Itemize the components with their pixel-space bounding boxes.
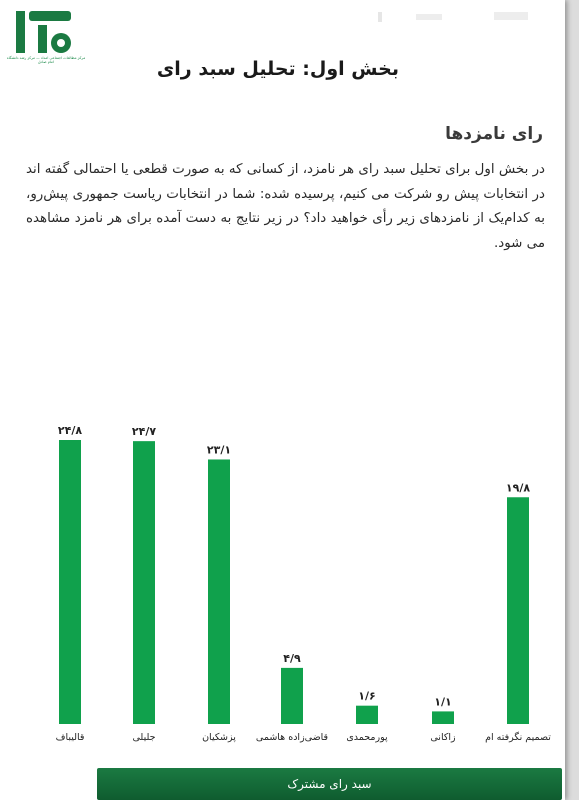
candidate-vote-bar-chart: [0, 400, 565, 760]
category-label-4: قاضی‌زاده هاشمی: [255, 732, 329, 743]
bar-value-label-5: ۱/۶: [358, 689, 376, 703]
bar-value-label-7: ۱۹/۸: [505, 481, 531, 495]
bar-value-label-4: ۴/۹: [283, 651, 301, 665]
bar-4: [281, 668, 303, 724]
bar-value-label-1: ۲۴/۸: [57, 424, 83, 437]
shared-vote-banner: [97, 768, 562, 800]
subsection-title: رای نامزدها: [445, 124, 543, 144]
section-title: بخش اول: تحلیل سبد رای: [156, 58, 399, 80]
bar-5: [356, 706, 378, 724]
category-label-1: قالیباف: [55, 732, 85, 743]
bar-1: [59, 440, 81, 724]
shared-vote-label: سبد رای مشترک: [287, 777, 372, 791]
faint-background-marks: [370, 0, 570, 26]
bar-value-label-6: ۱/۱: [434, 695, 452, 709]
category-label-3: پزشکیان: [202, 732, 236, 743]
category-label-6: زاکانی: [430, 732, 456, 743]
bar-7: [507, 497, 529, 724]
intro-paragraph: در بخش اول برای تحلیل سبد رای هر نامزد، از کسانی که به صورت قطعی یا احتمالی گفته اند در انتخابات پیش رو شرکت می کنیم، پرسیده شده: شما در انتخابات ریاست جمهوری پیش‌رو، به کدام‌یک از نامزدهای زیر رأی خواهید داد؟ در زیر نتایج به دست آمده برای هر نامزد مشاهده می شود.: [26, 162, 545, 251]
category-label-2: جلیلی: [132, 732, 156, 743]
bar-3: [208, 459, 230, 724]
category-label-5: پورمحمدی: [346, 732, 388, 743]
bar-value-label-2: ۲۴/۷: [131, 425, 157, 439]
bar-6: [432, 711, 454, 724]
category-label-7: تصمیم نگرفته ام: [485, 732, 551, 743]
bar-value-label-3: ۲۳/۱: [206, 443, 232, 457]
bar-2: [133, 441, 155, 724]
logo-caption: مرکز مطالعات اجتماعی امداد — مرکز رشد دانشگاه امام صادق: [6, 56, 86, 65]
